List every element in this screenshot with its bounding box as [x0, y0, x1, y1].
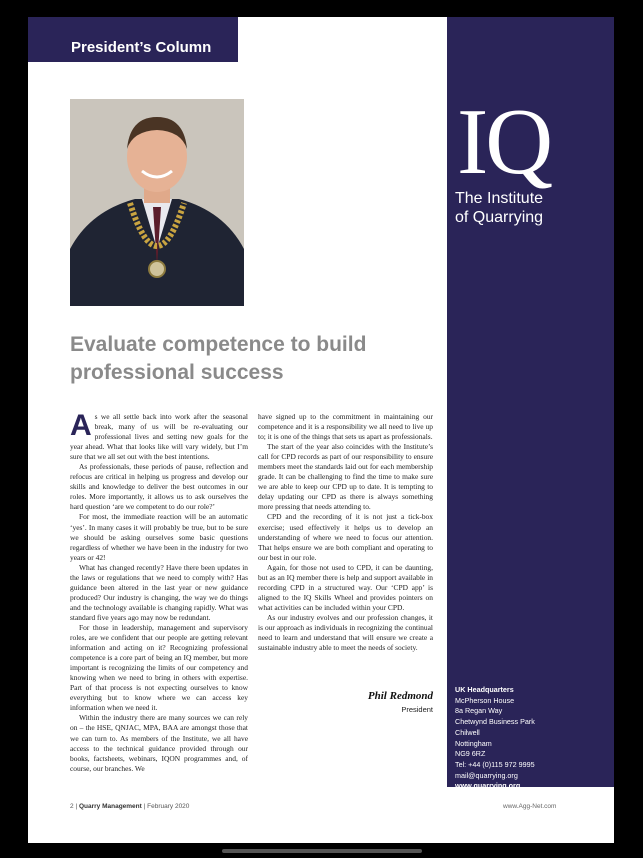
headline-line1: Evaluate competence to build — [70, 333, 367, 356]
portrait-illustration — [70, 99, 244, 306]
author-signature: Phil Redmond — [367, 690, 433, 702]
column-banner — [28, 17, 238, 62]
article-column-1 — [70, 409, 248, 774]
hq-website: www.quarrying.org — [455, 781, 521, 791]
magazine-page — [28, 17, 614, 843]
drop-cap: A — [70, 409, 92, 442]
footer-separator: | — [75, 803, 78, 810]
iq-logo: IQ — [457, 90, 551, 194]
article-paragraph: have signed up to the commitment in maintaining our competence and it is a responsibility we all need to live up to; it is one of the things that sets us apart as professionals. — [258, 412, 433, 442]
hq-line: Chilwell — [455, 727, 480, 737]
page-number: 2 — [70, 803, 74, 810]
president-photo — [70, 99, 244, 306]
article-paragraph: As our industry evolves and our profession changes, it is our approach as individuals in recognizing the continual need to learn and understand that will ensure we create a sustainable industry able to meet the needs of society. — [258, 612, 433, 653]
article-paragraph: For those in leadership, management and supervisory roles, are we confident that our people are getting relevant information and acting on it? Recognizing professional competence is a core part of being an IQ member, but more important is recognizing the limits of our competency and knowing when we need to bring in others with expertise. Part of that process is not expecting ourselves to know everything but to know where we can access key information when we need it. — [70, 622, 248, 713]
hq-line: Nottingham — [455, 738, 492, 748]
paragraph-text: s we all settle back into work after the seasonal break, many of us will be re-evaluating our professional lives and setting new goals for the year ahead. What that looks like will vary widely, but I’m sure that we all set out with the best intentions. — [70, 412, 248, 462]
article-paragraph: Again, for those not used to CPD, it can be daunting, but as an IQ member there is help and support available in recording CPD in a structured way. Our ‘CPD app’ is aligned to the IQ Skills Wheel and provides pointers on what activities can be included within your CPD. — [258, 562, 433, 612]
hq-address — [455, 685, 535, 792]
issue-date: February 2020 — [147, 803, 190, 810]
hq-heading: UK Headquarters — [455, 685, 514, 694]
hq-line: McPherson House — [455, 695, 515, 705]
article-paragraph: What has changed recently? Have there been updates in the laws or regulations that we need to comply with? Has guidance been altered in the last year or new guidance produced? Our industry is changing, the way we do things and the technology available is changing rapidly. What was standard five years ago may now be redundant. — [70, 562, 248, 622]
institute-name-line1: The Institute — [455, 190, 544, 207]
hq-email: mail@quarrying.org — [455, 770, 518, 780]
article-paragraph: Within the industry there are many sources we can rely on – the HSE, QNJAC, MPA, BAA are amongst those that we can turn to. As members of the Institute, we all have access to the technical guidance provided through our books, factsheets, webinars, IQON programmes and, of course, our branches. We — [70, 713, 248, 773]
hq-line: Chetwynd Business Park — [455, 717, 535, 727]
hq-line: 8a Regan Way — [455, 706, 503, 716]
headline-line2: professional success — [70, 361, 284, 384]
author-title: President — [401, 705, 433, 714]
article-paragraph: As professionals, these periods of pause, reflection and refocus are critical in helping us progress and develop our skills and knowledge to deliver the best outcomes in our roles. More importantly, it allows us to ask ourselves the hard question ‘are we competent to do our role?’ — [70, 462, 248, 512]
article-paragraph: CPD and the recording of it is not just a tick-box exercise; used effectively it helps us to develop an understanding of where we need to focus our attention. That helps ensure we are both compliant and operating to our best in our role. — [258, 512, 433, 562]
hq-phone: Tel: +44 (0)115 972 9995 — [455, 759, 535, 769]
institute-name-line2: of Quarrying — [455, 209, 544, 226]
article-paragraph — [70, 409, 248, 462]
article-paragraph: For most, the immediate reaction will be an automatic ‘yes’. In many cases it will probably be true, but to be sure we should be asking ourselves some basic questions regardless of whether we have been in the industry for two years or 42! — [70, 512, 248, 562]
footer-separator: | — [143, 803, 146, 810]
home-indicator[interactable] — [222, 849, 422, 853]
publication-name: Quarry Management — [78, 803, 142, 810]
column-label: President’s Column — [71, 39, 212, 56]
footer-url[interactable]: www.Agg-Net.com — [503, 803, 557, 810]
article-paragraph: The start of the year also coincides with the Institute’s call for CPD records as part of our responsibility to ensure members meet the standards laid out for each membership grade. It can be challenging to find the time to make sure we are able to keep our CPD up to date. It is tempting to delay updating our CPD as there is always something more pressing that needs attending to. — [258, 442, 433, 512]
page-footer — [70, 803, 189, 810]
article-column-2 — [258, 412, 433, 653]
institute-panel — [447, 17, 614, 791]
hq-line: NG9 6RZ — [455, 749, 486, 759]
article-headline — [70, 331, 400, 387]
institute-name — [455, 189, 543, 227]
